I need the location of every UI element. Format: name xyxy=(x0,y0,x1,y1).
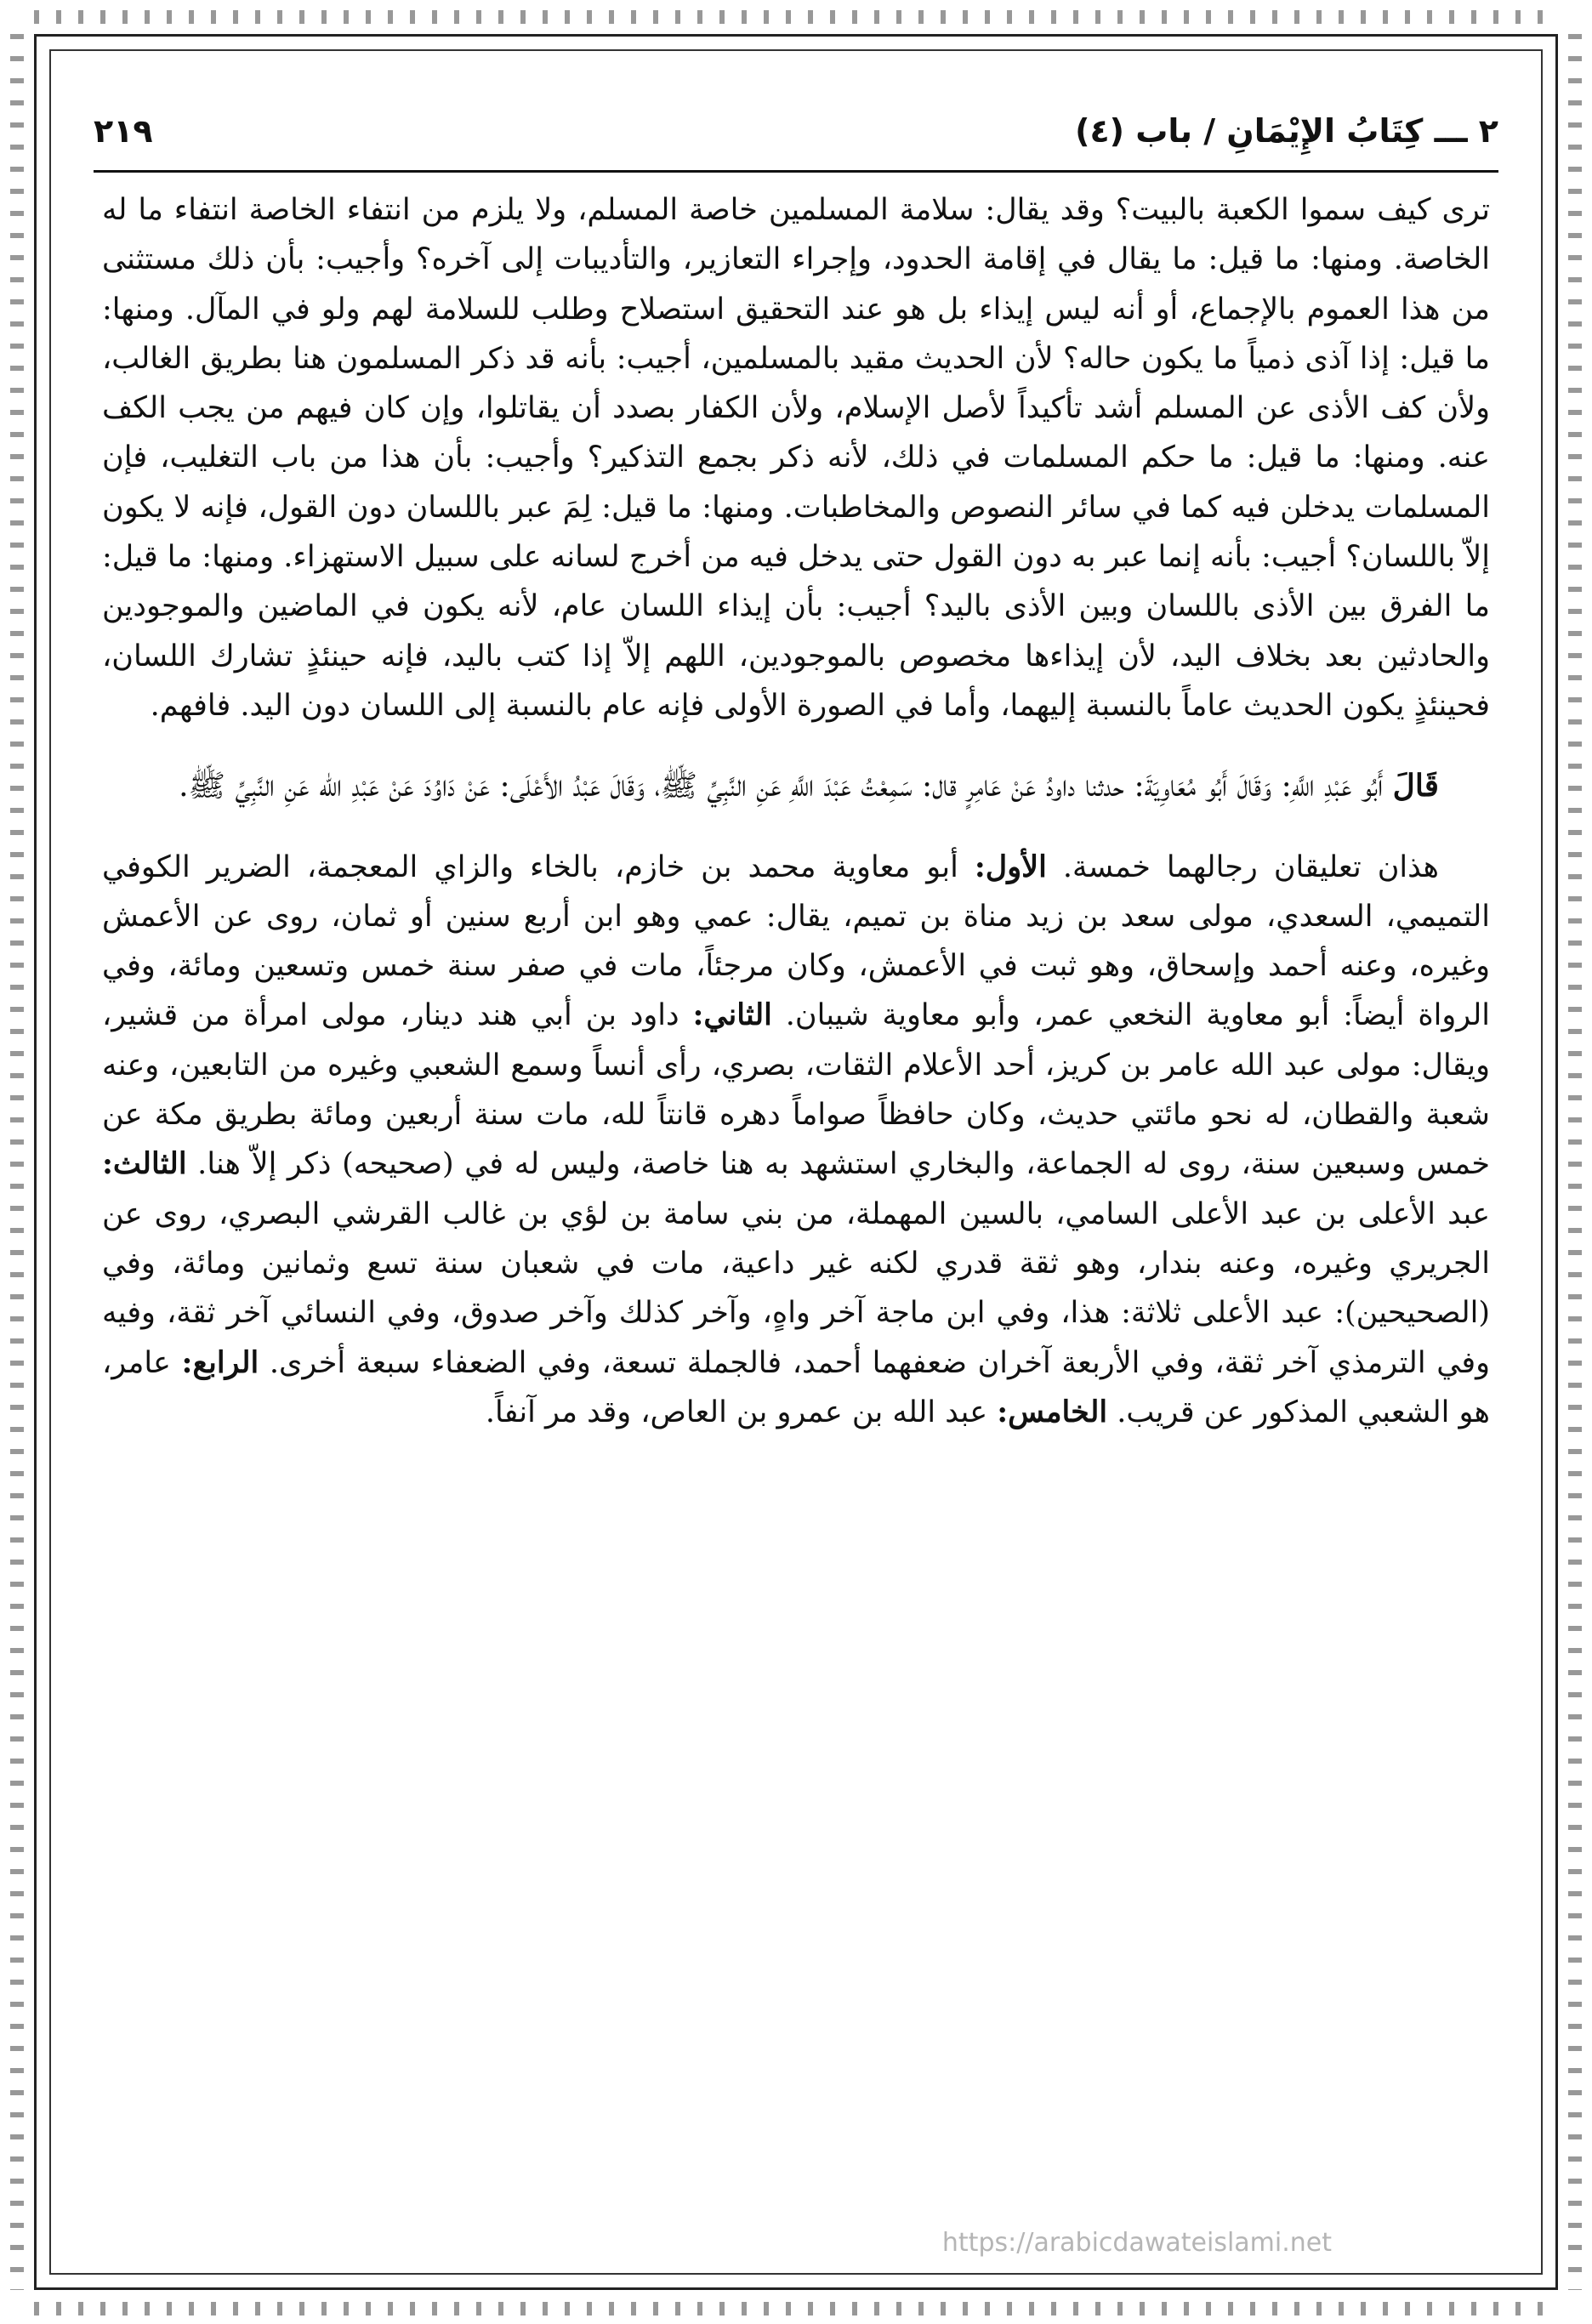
commentary-segment: عبد الأعلى بن عبد الأعلى السامي، بالسين المهملة، من بني سامة بن لؤي بن غالب القرشي البصري، روى عن الجريري وغيره، وعنه بندار، وهو ثقة قدري لكنه غير داعية، مات في شعبان سنة تسع وثمانين ومائة، وفي (الصحيحين): عبد الأعلى ثلاثة: هذا، وفي ابن ماجة آخر واهٍ، وآخر كذلك وآخر صدوق، وفي النسائي آخر ثقة، وفيه وفي الترمذي آخر ثقة، وفي الأربعة آخران ضعفهما أحمد، فالجملة تسعة، وفي الضعفاء سبعة أخرى. xyxy=(102,1196,1490,1380)
chapter-title: ٢ ـــ كِتَابُ الإِيْمَانِ / باب (٤) xyxy=(1075,112,1498,150)
commentary-segment: عبد الله بن عمرو بن العاص، وقد مر آنفاً. xyxy=(485,1395,998,1429)
page-body xyxy=(102,185,1490,1437)
narrator-ordinal-label: الرابع: xyxy=(181,1344,259,1380)
watermark-url: https://arabicdawateislami.net xyxy=(937,2228,1337,2258)
hadith-text xyxy=(102,761,1490,811)
header-divider xyxy=(94,170,1498,173)
commentary-segment: أبو معاوية محمد بن خازم، بالخاء والزاي المعجمة، الضرير الكوفي التميمي، السعدي، مولى سعد بن زيد مناة بن تميم، يقال: عمي وهو ابن أربع سنين أو ثمان، روى عن الأعمش وغيره، وعنه أحمد وإسحاق، وهو ثبت في الأعمش، وكان مرجئاً، مات في صفر سنة خمس وتسعين ومائة، وفي الرواة أيضاً: أبو معاوية النخعي عمر، وأبو معاوية شيبان. xyxy=(102,849,1490,1033)
commentary-segment: عامر، هو الشعبي المذكور عن قريب. xyxy=(102,1345,1490,1429)
bottom-ornament-border xyxy=(34,2302,1558,2315)
left-ornament-border xyxy=(10,34,24,2290)
right-ornament-border xyxy=(1568,34,1582,2290)
running-header xyxy=(94,100,1498,162)
narrator-ordinal-label: الخامس: xyxy=(997,1394,1108,1429)
narrator-ordinal-label: الأول: xyxy=(974,849,1047,884)
commentary-segment: هذان تعليقان رجالهما خمسة. xyxy=(1046,849,1439,884)
top-ornament-border xyxy=(34,10,1558,24)
commentary-top-paragraph: ترى كيف سموا الكعبة بالبيت؟ وقد يقال: سلامة المسلمين خاصة المسلم، ولا يلزم من انتفاء الخاصة انتفاء ما له الخاصة. ومنها: ما قيل: ما يقال في إقامة الحدود، وإجراء التعازير، والتأديبات إلى آخره؟ وأجيب: بأن ذلك مستثنى من هذا العموم بالإجماع، أو أنه ليس إيذاء بل هو عند التحقيق استصلاح وطلب للسلامة لهم ولو في المآل. ومنها: ما قيل: إذا آذى ذمياً ما يكون حاله؟ لأن الحديث مقيد بالمسلمين، أجيب: بأنه قد ذكر المسلمون هنا بطريق الغالب، ولأن كف الأذى عن المسلم أشد تأكيداً لأصل الإسلام، ولأن الكفار بصدد أن يقاتلوا، وإن كان فيهم من يجب الكف عنه. ومنها: ما قيل: ما حكم المسلمات في ذلك، لأنه ذكر بجمع التذكير؟ وأجيب: بأن هذا من باب التغليب، فإن المسلمات يدخلن فيه كما في سائر النصوص والمخاطبات. ومنها: ما قيل: لِمَ عبر باللسان دون القول، فإنه لا يكون إلاّ باللسان؟ أجيب: بأنه إنما عبر به دون القول حتى يدخل فيه من أخرج لسانه على سبيل الاستهزاء. ومنها: ما قيل: ما الفرق بين الأذى باللسان وبين الأذى باليد؟ أجيب: بأن إيذاء اللسان عام، لأنه يكون في الماضين والموجودين والحادثين بعد بخلاف اليد، لأن إيذاءها مخصوص بالموجودين، اللهم إلاّ إذا كتب باليد، فإنه حينئذٍ تشارك اللسان، فحينئذٍ يكون الحديث عاماً بالنسبة إليهما، وأما في الصورة الأولى فإنه عام بالنسبة إلى اللسان دون اليد. فافهم. xyxy=(102,193,1490,723)
hadith-lead: قَالَ xyxy=(1392,768,1439,804)
commentary-bottom-paragraph xyxy=(102,843,1490,1438)
narrator-ordinal-label: الثالث: xyxy=(102,1146,187,1182)
hadith-body: أَبُو عَبْدِ اللَّهِ: وَقَالَ أَبُو مُعَاوِيَةَ: حدثنا داودُ عَنْ عَامِرٍ قال: سَمِعْتُ عَبْدَ اللَّهِ عَنِ النَّبِيِّ ﷺ، وَقَالَ عَبْدُ الأَعْلَى: عَنْ دَاوُدَ عَنْ عَبْدِ الله عَنِ النَّبِيِّ ﷺ. xyxy=(179,769,1393,804)
commentary-segment: داود بن أبي هند دينار، مولى امرأة من قشير، ويقال: مولى عبد الله عامر بن كريز، أحد الأعلام الثقات، بصري، رأى أنساً وسمع الشعبي وغيره من التابعين، وعنه شعبة والقطان، له نحو مائتي حديث، وكان حافظاً صواماً دهره قانتاً لله، مات سنة أربعين ومائة بطريق مكة عن خمس وسبعين سنة، روى له الجماعة، والبخاري استشهد به هنا خاصة، وليس له في (صحيحه) ذكر إلاّ هنا. xyxy=(102,998,1490,1182)
page-number: ٢١٩ xyxy=(94,112,153,150)
narrator-ordinal-label: الثاني: xyxy=(692,997,772,1033)
